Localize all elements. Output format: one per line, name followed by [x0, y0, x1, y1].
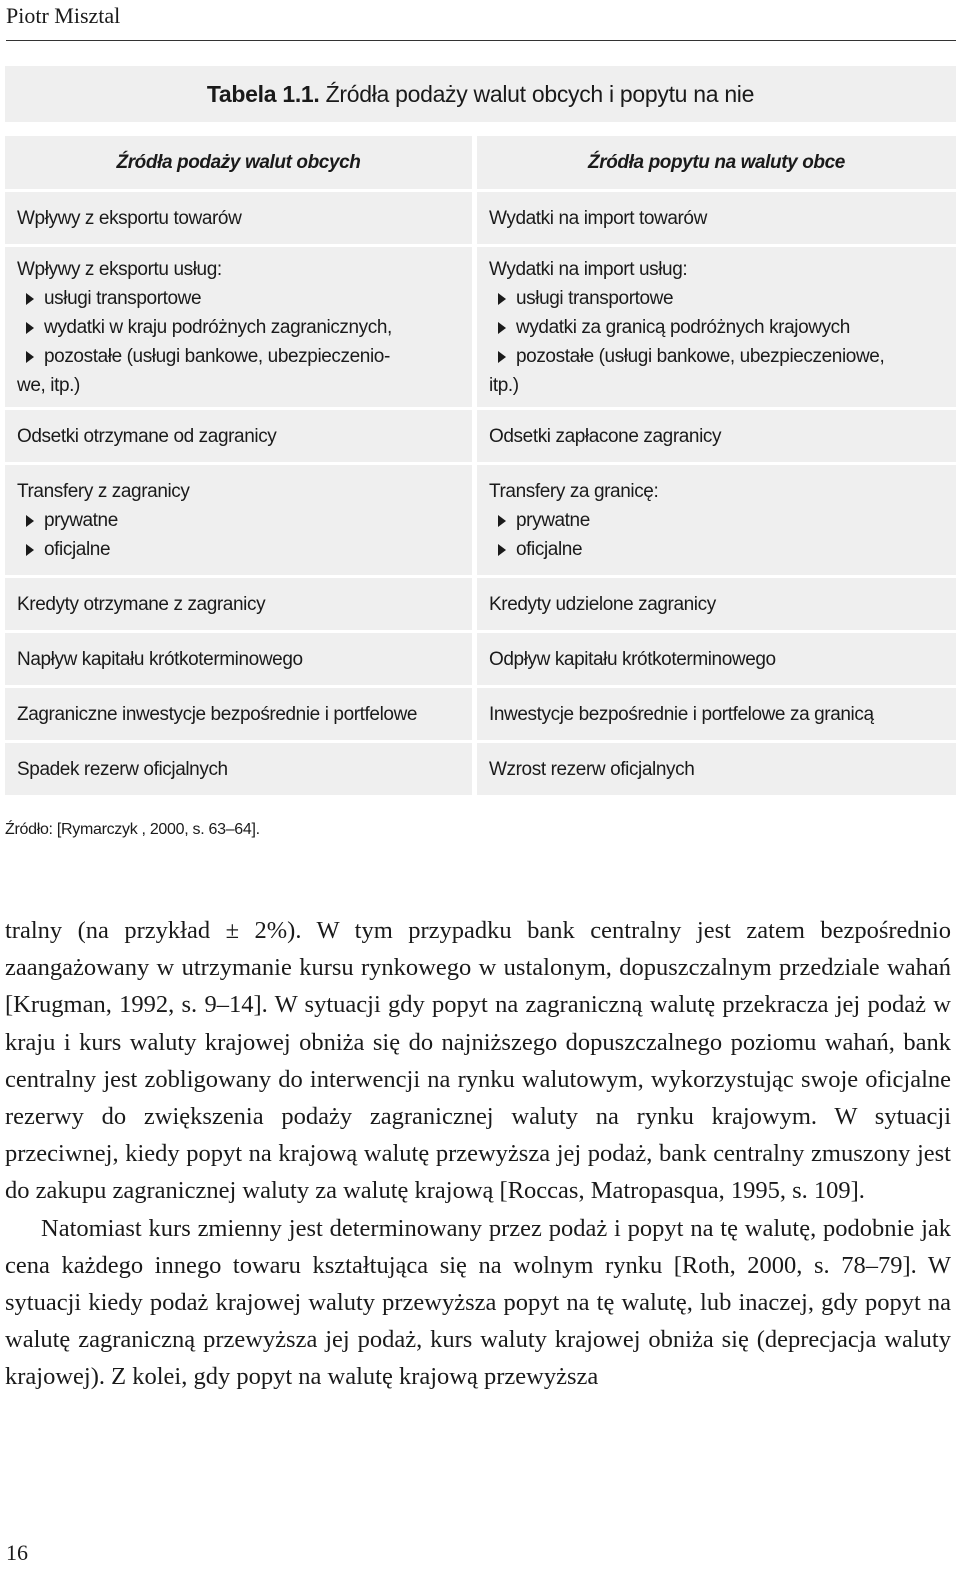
cell-text: Wpływy z eksportu usług: — [17, 258, 222, 280]
bullet-text: oficjalne — [44, 538, 111, 560]
table-body — [5, 192, 956, 795]
bullet-text: pozostałe (usługi bankowe, ubezpieczeniowe, — [516, 345, 885, 367]
cell-text: Transfery za granicę: — [489, 480, 659, 502]
supply-cell — [5, 578, 472, 630]
supply-cell — [5, 688, 472, 740]
cell-text-continued: we, itp.) — [17, 374, 80, 396]
demand-cell — [477, 633, 956, 685]
bullet-item — [17, 284, 460, 313]
supply-cell — [5, 192, 472, 244]
cell-text: Wzrost rezerw oficjalnych — [489, 758, 695, 780]
table-row — [5, 465, 956, 575]
column-header-supply: Źródła podaży walut obcych — [5, 136, 472, 189]
table-row — [5, 247, 956, 407]
supply-cell — [5, 465, 472, 575]
demand-cell — [477, 465, 956, 575]
table-header-row — [5, 136, 956, 189]
demand-cell — [477, 578, 956, 630]
bullet-item — [489, 342, 944, 371]
page-number: 16 — [6, 1540, 28, 1565]
bullet-item — [489, 535, 944, 564]
table-number: Tabela 1.1. — [206, 81, 320, 107]
bullet-item — [17, 506, 460, 535]
bullet-item — [489, 313, 944, 342]
table-row — [5, 633, 956, 685]
column-header-demand: Źródła popytu na waluty obce — [477, 136, 956, 189]
cell-text: Inwestycje bezpośrednie i portfelowe za granicą — [489, 703, 874, 725]
supply-cell — [5, 743, 472, 795]
bullet-text: prywatne — [44, 509, 118, 531]
cell-text: Transfery z zagranicy — [17, 480, 190, 502]
demand-cell — [477, 410, 956, 462]
triangle-bullet-icon — [26, 515, 34, 527]
table-row — [5, 688, 956, 740]
demand-cell — [477, 247, 956, 407]
bullet-text: prywatne — [516, 509, 590, 531]
table-row — [5, 578, 956, 630]
triangle-bullet-icon — [498, 351, 506, 363]
supply-cell — [5, 410, 472, 462]
cell-text: Odsetki zapłacone zagranicy — [489, 425, 722, 447]
cell-text: Zagraniczne inwestycje bezpośrednie i portfelowe — [17, 703, 418, 725]
paragraph-2: Natomiast kurs zmienny jest determinowany przez podaż i popyt na tę walutę, podobnie jak cena każdego innego towaru kształtująca się na wolnym rynku [Roth, 2000, s. 78–79]. W sytuacji kiedy podaż krajowej waluty przewyższa popyt na tę walutę, lub inaczej, gdy popyt na walutę zagraniczną przewyższa jej podaż, kurs waluty krajowej obniża się (deprecjacja waluty krajowej). Z kolei, gdy popyt na walutę krajową przewyższa — [5, 1214, 951, 1391]
cell-text: Spadek rezerw oficjalnych — [17, 758, 228, 780]
table-row — [5, 743, 956, 795]
demand-cell — [477, 743, 956, 795]
bullet-text: wydatki w kraju podróżnych zagranicznych, — [44, 316, 392, 338]
table-row — [5, 410, 956, 462]
cell-text: Kredyty otrzymane z zagranicy — [17, 593, 266, 615]
triangle-bullet-icon — [26, 293, 34, 305]
cell-text-continued: itp.) — [489, 374, 519, 396]
table-row — [5, 192, 956, 244]
bullet-text: pozostałe (usługi bankowe, ubezpieczenio- — [44, 345, 390, 367]
cell-text: Napływ kapitału krótkoterminowego — [17, 648, 303, 670]
body-text — [5, 912, 951, 1396]
paragraph-1: tralny (na przykład ± 2%). W tym przypadku bank centralny jest zatem bezpośrednio zaangażowany w utrzymanie kursu rynkowego w ustalonym, dopuszczalnym przedziale wahań [Krugman, 1992, s. 9–14]. W sytuacji gdy popyt na zagraniczną walutę przekracza jej podaż w kraju i kurs waluty krajowej obniża się do najniższego dopuszczalnego poziomu wahań, bank centralny jest zobligowany do interwencji na rynku walutowym, wykorzystując swoje oficjalne rezerwy do zwiększenia podaży zagranicznej waluty na rynku krajowym. W sytuacji przeciwnej, kiedy popyt na krajową walutę przewyższa jej podaż, bank centralny zmuszony jest do zakupu zagranicznej waluty za walutę krajową [Roccas, Matropasqua, 1995, s. 109]. — [5, 917, 951, 1205]
bullet-text: usługi transportowe — [44, 287, 202, 309]
bullet-item — [17, 535, 460, 564]
supply-cell — [5, 633, 472, 685]
cell-text: Wydatki na import towarów — [489, 207, 707, 229]
table-title — [5, 66, 956, 122]
triangle-bullet-icon — [26, 351, 34, 363]
triangle-bullet-icon — [498, 515, 506, 527]
bullet-item — [17, 313, 460, 342]
bullet-text: wydatki za granicą podróżnych krajowych — [516, 316, 850, 338]
cell-text: Wpływy z eksportu towarów — [17, 207, 242, 229]
supply-cell — [5, 247, 472, 407]
page-header — [6, 2, 956, 41]
triangle-bullet-icon — [498, 544, 506, 556]
cell-text: Odsetki otrzymane od zagranicy — [17, 425, 277, 447]
triangle-bullet-icon — [498, 322, 506, 334]
triangle-bullet-icon — [26, 322, 34, 334]
cell-text: Wydatki na import usług: — [489, 258, 688, 280]
cell-text: Kredyty udzielone zagranicy — [489, 593, 716, 615]
table-caption: Źródła podaży walut obcych i popytu na nie — [325, 81, 755, 107]
author-name: Piotr Misztal — [6, 3, 121, 28]
demand-cell — [477, 192, 956, 244]
bullet-item — [17, 342, 460, 371]
table-source: Źródło: [Rymarczyk , 2000, s. 63–64]. — [5, 821, 260, 838]
triangle-bullet-icon — [498, 293, 506, 305]
bullet-item — [489, 284, 944, 313]
demand-cell — [477, 688, 956, 740]
cell-text: Odpływ kapitału krótkoterminowego — [489, 648, 776, 670]
bullet-text: oficjalne — [516, 538, 583, 560]
sources-table — [5, 136, 956, 798]
triangle-bullet-icon — [26, 544, 34, 556]
bullet-item — [489, 506, 944, 535]
bullet-text: usługi transportowe — [516, 287, 674, 309]
